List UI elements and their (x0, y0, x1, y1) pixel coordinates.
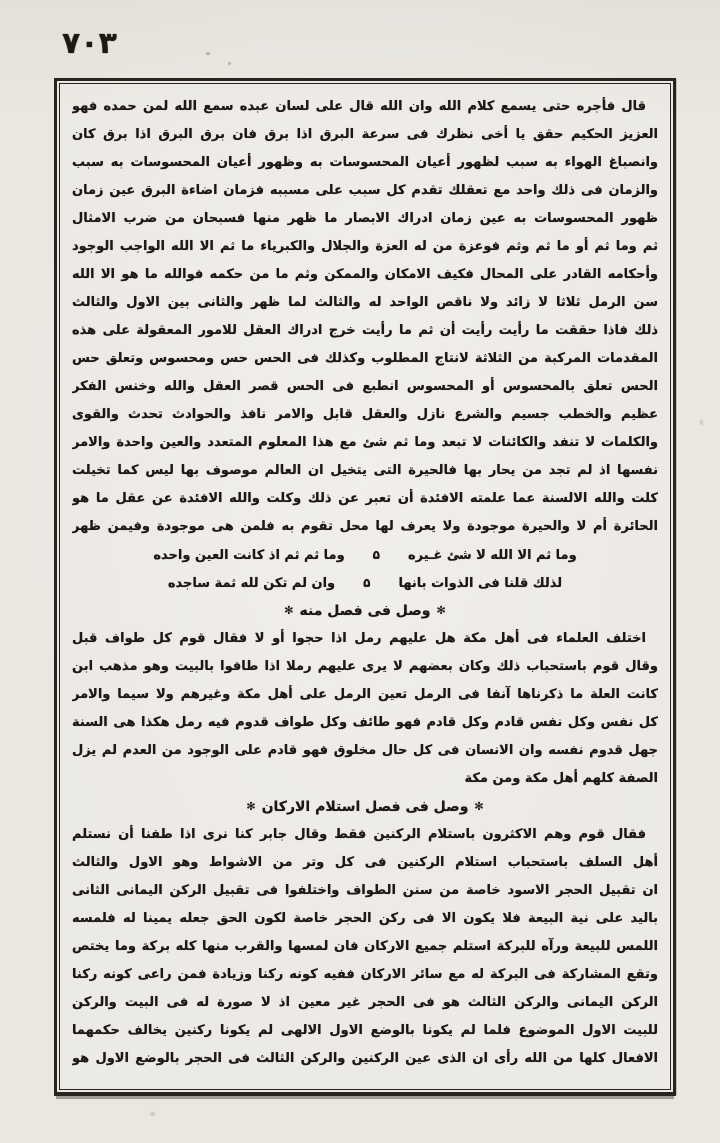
text-line: ذلك فاذا حققت ما رأيت رأيت أن ثم ما رأيت خرج ادراك العقل للامور المعقولة على هذه (72, 323, 658, 338)
text-frame-inner (59, 83, 671, 1090)
paragraph-istilam-arkan (72, 821, 658, 1073)
hemistich-b: وان لم تكن لله ثمة ساجده (167, 576, 336, 591)
text-line: اللمس للبيعة ورآه للبركة استلم جميع الاركان فان لمسها والقرب منها كله بركة وما يختص (72, 939, 658, 954)
section-heading-text: وصل فى فصل استلام الاركان (261, 799, 469, 815)
section-heading-wasl-1 (72, 597, 658, 625)
text-line: وقال قوم باستحباب ذلك وكان بعضهم لا يرى عليهم رملا اذا طافوا بالبيت وهو مذهب ابن (72, 659, 658, 674)
text-line: كانت العلة ما ذكرناها آنفا فى الرمل تعين الرمل على أهل مكة وغيرهم ولا سيما والامر (72, 687, 658, 702)
paragraph-tail-line: الصفة كلهم أهل مكة ومن مكة (464, 771, 658, 786)
text-line: ثم وما ثم أو ما ثم وثم فوعزة من له العزة والجلال والكبرياء ما ثم الا الله الواجب الوجود (72, 239, 658, 254)
scan-speck (228, 62, 231, 65)
text-line: جهل قدوم نفسه وان الانسان فى كل حال مخلوق فهو قادم على الوجود من العدم لم يزل (72, 743, 658, 758)
text-line: وتقع المشاركة فى البركة له مع سائر الاركان ففيه كونه ركنا وزيادة فمن راعى كونه ركنا (72, 967, 658, 982)
text-line: سن الرمل ثلاثا لا زائد ولا ناقص الواحد له والثالث لما ظهر والثانى بين الاول والثالث (72, 295, 658, 310)
text-frame-border (54, 78, 676, 1096)
page-number: ٧٠٣ (62, 26, 117, 61)
text-line: نفسها اذ لم تجد من يحار بها فالحيرة التى يتخيل ان العالم موصوف بها ليس كما تخيلت (72, 463, 658, 478)
text-line: ظهور المحسوسات به عين زمان ادراك الابصار ما ظهر منها فسبحان من ضرب الامثال (72, 211, 658, 226)
hemistich-a: وما ثم الا الله لا شئ غـيره (407, 548, 577, 563)
text-line: والكلمات لا تنفد والكائنات لا تبعد وما ثم شئ مع هذا المعلوم المتعدد والعين واحدة والامر (72, 435, 658, 450)
verse-separator-icon: ۵ (363, 576, 371, 590)
paragraph-discourse (72, 93, 658, 541)
text-line: كلت والله الالسنة عما علمته الافئدة أن تعبر عن ذلك وكلت والله الافئدة عن عقل ما هو (72, 491, 658, 506)
scan-speck (206, 52, 210, 55)
text-line: المقدمات المركبة من الثلاثة لانتاج المطلوب وكذلك فى الحس حس ومحسوس وتعلق حس (72, 351, 658, 366)
text-line: والزمان فى ذلك واحد مع تعقلك تقدم كل سبب على مسببه فزمان اضاءة البرق عين زمان (72, 183, 658, 198)
text-line: اختلف العلماء فى أهل مكة هل عليهم رمل اذا حجوا أو لا فقال قوم كل طواف قبل (72, 631, 646, 646)
scan-speck (150, 1112, 155, 1116)
paragraph-raml-of-makkans (72, 625, 658, 765)
hemistich-b: وما ثم ثم اذ كانت العين واحده (153, 548, 345, 563)
text-line: كل نفس وكل نفس قادم وكل قادم فهو طائف وكل طواف قدوم فيه رمل هكذا هى السنة (72, 715, 658, 730)
section-heading-wasl-2 (72, 793, 658, 821)
text-line: أهل السلف باستحباب استلام الركنين فى كل وتر من الاشواط وهو الاول والثالث (72, 855, 658, 870)
text-line: الافعال كلها من الله رأى ان الذى عين الركنين والركن الثالث فى الحجر بالوضع الاول هو (72, 1051, 658, 1066)
text-line: فقال قوم وهم الاكثرون باستلام الركنين فقط وقال جابر كنا نرى اذا طفنا أن نستلم (72, 827, 646, 842)
fleuron-icon: ✻ (284, 604, 294, 617)
fleuron-icon: ✻ (474, 800, 484, 813)
text-line: الحس تعلق بالمحسوس أو المحسوس انطبع فى الحس قصر العقل والله وخنس الفكر (72, 379, 658, 394)
verse-line-2 (72, 569, 658, 597)
text-line: باليد على نية البيعة فلا يكون الا فى ركن الحجر خاصة لكون الحق جعله يمينا له فلمسه (72, 911, 658, 926)
section-heading-text: وصل فى فصل منه (299, 603, 431, 619)
text-line: ان تقبيل الحجر الاسود خاصة من سنن الطواف واختلفوا فى تقبيل الركن اليمانى الثانى (72, 883, 658, 898)
text-line: للبيت الاول الموضوع فلما لم يكونا بالوضع الاول الالهى لم يكونا ركنين يخالف حكمهما (72, 1023, 658, 1038)
text-line: قال فأجره حتى يسمع كلام الله وان الله قال على لسان عبده سمع الله لمن حمده فهو (72, 99, 646, 114)
verse-separator-icon: ۵ (372, 548, 380, 562)
scan-speck (700, 420, 703, 425)
text-line: وأحكامه القادر على المحال فكيف الامكان والممكن وثم ما من حكمه فوالله ما هو الا الله (72, 267, 658, 282)
text-line: عظيم والخطب جسيم والشرع نازل والعقل قابل والامر نافذ والحوادث تحدث والقوى (72, 407, 658, 422)
fleuron-icon: ✻ (436, 604, 446, 617)
text-line: الحائرة أم لا والحيرة موجودة ولا يعرف لها محل تقوم به فلمن هى موجودة وفيمن ظهر (72, 519, 658, 534)
text-line: العزيز الحكيم حقق يا أخى نظرك فى سرعة البرق اذا برق فان برق البرق اذا برق كان (72, 127, 658, 142)
text-line: وانصباغ الهواء به سبب لظهور أعيان المحسوسات به وظهور أعيان المحسوسات به سبب (72, 155, 658, 170)
verse-line-1 (72, 541, 658, 569)
text-line: الركن اليمانى والركن الثالث هو فى الحجر غير معين اذ لا صورة له فى البيت والركن (72, 995, 658, 1010)
hemistich-a: لذلك قلنا فى الذوات بانها (398, 576, 563, 591)
fleuron-icon: ✻ (246, 800, 256, 813)
